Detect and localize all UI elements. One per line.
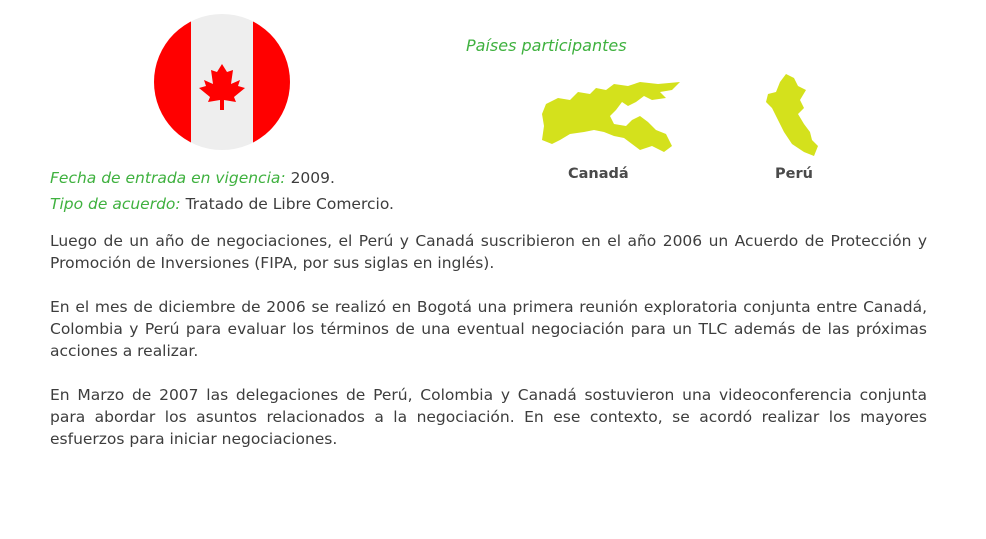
agreement-type-value: Tratado de Libre Comercio. (185, 195, 394, 213)
description-text (50, 230, 927, 472)
entry-date-line (50, 169, 335, 187)
agreement-type-line (50, 195, 394, 213)
entry-date-value: 2009. (290, 169, 335, 187)
country-label-canada: Canadá (568, 166, 629, 182)
canada-flag-icon (154, 14, 290, 150)
peru-map-icon (764, 72, 820, 158)
entry-date-label: Fecha de entrada en vigencia: (50, 169, 286, 187)
paragraph: Luego de un año de negociaciones, el Perú y Canadá suscribieron en el año 2006 un Acuerdo de Protección y Promoción de Inversiones (FIPA, por sus siglas en inglés). (50, 232, 927, 272)
paragraph: En Marzo de 2007 las delegaciones de Perú, Colombia y Canadá sostuvieron una videoconferencia conjunta para abordar los asuntos relacionados a la negociación. En ese contexto, se acordó realizar los mayores esfuerzos para iniciar negociaciones. (50, 386, 927, 448)
participants-title: Países participantes (466, 36, 627, 55)
canada-map-icon (540, 80, 684, 156)
agreement-type-label: Tipo de acuerdo: (50, 195, 181, 213)
country-label-peru: Perú (775, 166, 813, 182)
paragraph: En el mes de diciembre de 2006 se realizó en Bogotá una primera reunión exploratoria conjunta entre Canadá, Colombia y Perú para evaluar los términos de una eventual negociación para un TLC además de las próximas acciones a realizar. (50, 298, 927, 360)
